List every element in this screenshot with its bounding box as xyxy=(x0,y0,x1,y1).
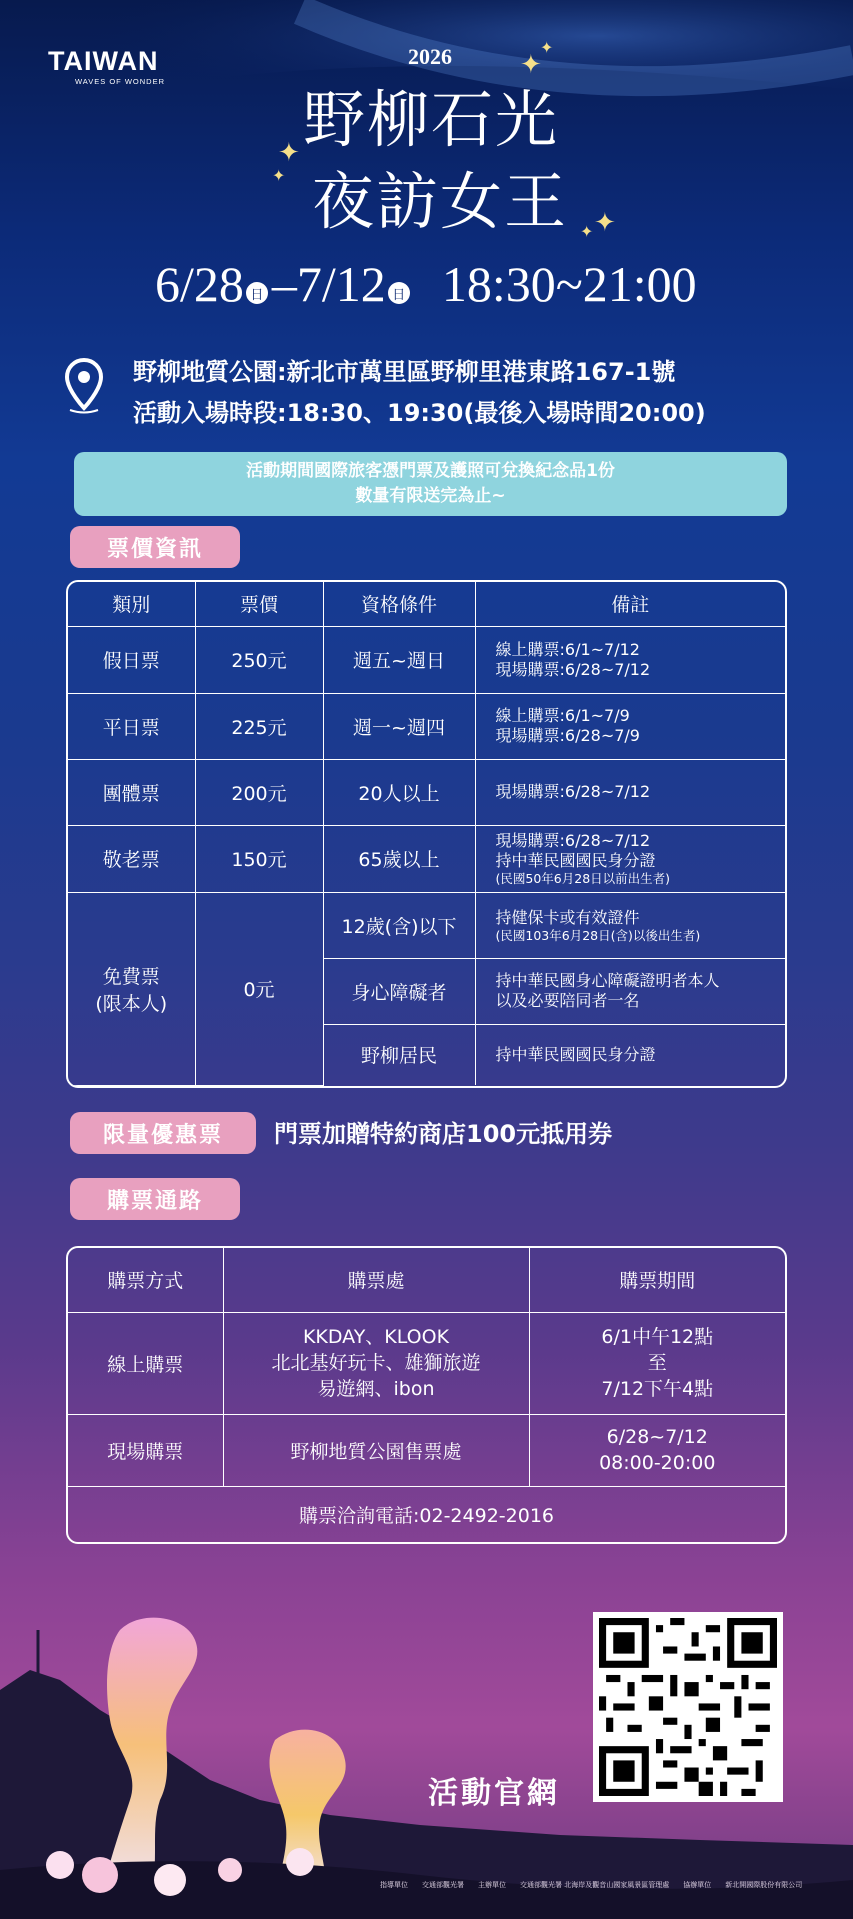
column-header: 備註 xyxy=(475,582,785,626)
ticket-note xyxy=(475,693,785,759)
location-pin-icon xyxy=(64,358,104,414)
host-label: 主辦單位 xyxy=(478,1881,506,1889)
column-header: 票價 xyxy=(195,582,323,626)
date-dash: – xyxy=(271,256,297,312)
purchase-place xyxy=(223,1312,529,1414)
table-row xyxy=(68,1312,785,1414)
event-title-line1: 野柳石光 xyxy=(303,83,560,156)
ticket-condition: 65歲以上 xyxy=(323,825,475,892)
column-header: 購票處 xyxy=(223,1248,529,1312)
ticket-note xyxy=(475,1024,785,1085)
ticket-price: 150元 xyxy=(195,825,323,892)
note-line: 持健保卡或有效證件 xyxy=(495,907,640,927)
guide-label: 指導單位 xyxy=(380,1881,408,1889)
table-row xyxy=(68,1414,785,1486)
ticket-type: 平日票 xyxy=(68,693,195,759)
ticket-info-heading: 票價資訊 xyxy=(70,526,240,568)
table-row xyxy=(68,626,785,693)
note-line: 持中華民國國民身分證 xyxy=(495,1044,656,1064)
purchase-method: 現場購票 xyxy=(68,1414,223,1486)
period-line: 6/28~7/12 xyxy=(606,1426,708,1448)
period-line: 08:00-20:00 xyxy=(599,1452,716,1474)
ticket-condition: 12歲(含)以下 xyxy=(323,892,475,958)
place-line: 北北基好玩卡、雄獅旅遊 xyxy=(271,1352,481,1374)
note-line: 持中華民國身心障礙證明者本人 xyxy=(495,971,720,990)
sparkle-icon: ✦ xyxy=(594,208,616,238)
co-org: 新北開國際股份有限公司 xyxy=(725,1881,803,1889)
qr-code-icon xyxy=(599,1618,777,1796)
table-row xyxy=(68,759,785,825)
purchase-channels-heading: 購票通路 xyxy=(70,1178,240,1220)
end-date: 7/12 xyxy=(296,256,386,312)
start-weekday-badge: 日 xyxy=(246,282,268,304)
host-org: 交通部觀光署 北海岸及觀音山國家風景區管理處 xyxy=(520,1881,670,1889)
ticket-type: 敬老票 xyxy=(68,825,195,892)
purchase-method: 線上購票 xyxy=(68,1312,223,1414)
place-line: 易遊網、ibon xyxy=(317,1378,435,1400)
brand-name: TAIWAN xyxy=(48,46,159,76)
column-header: 購票方式 xyxy=(68,1248,223,1312)
event-title-line2: 夜訪女王 xyxy=(312,165,569,238)
ticket-note xyxy=(475,759,785,825)
note-line: 現場購票:6/28~7/9 xyxy=(495,726,640,745)
ticket-price-table xyxy=(66,580,787,1088)
venue-address: 野柳地質公園:新北市萬里區野柳里港東路167-1號 xyxy=(133,358,676,386)
table-header-row xyxy=(68,1248,785,1312)
purchase-channels-table xyxy=(66,1246,787,1544)
ticket-note xyxy=(475,958,785,1024)
event-year: 2026 xyxy=(408,44,452,69)
notice-line1: 活動期間國際旅客憑門票及護照可兌換紀念品1份 xyxy=(246,461,615,481)
sparkle-icon: ✦ xyxy=(520,50,542,80)
guide-org: 交通部觀光署 xyxy=(422,1881,464,1889)
table-header-row xyxy=(68,582,785,626)
notice-line2: 數量有限送完為止~ xyxy=(355,486,506,506)
note-line: 現場購票:6/28~7/12 xyxy=(495,659,651,679)
ticket-condition: 身心障礙者 xyxy=(323,958,475,1024)
purchase-period xyxy=(529,1414,785,1486)
ticket-note xyxy=(475,825,785,892)
event-dates xyxy=(155,254,697,314)
free-type-line2: (限本人) xyxy=(95,992,168,1015)
place-line: KKDAY、KLOOK xyxy=(302,1326,450,1348)
purchase-period xyxy=(529,1312,785,1414)
ticket-condition: 週一~週四 xyxy=(323,693,475,759)
ticket-type xyxy=(68,892,195,1085)
taiwan-logo xyxy=(48,46,165,86)
table-row xyxy=(68,1486,785,1542)
note-line: 現場購票:6/28~7/12 xyxy=(495,831,651,850)
table-row xyxy=(68,892,785,958)
period-line: 6/1中午12點 xyxy=(601,1326,714,1348)
note-small: (民國103年6月28日(含)以後出生者) xyxy=(495,927,701,943)
sparkle-icon: ✦ xyxy=(272,166,286,185)
entry-times: 活動入場時段:18:30、19:30(最後入場時間20:00) xyxy=(133,399,706,427)
sponsors-bar xyxy=(380,1880,802,1890)
start-date: 6/28 xyxy=(155,256,244,312)
ticket-price: 200元 xyxy=(195,759,323,825)
sparkle-icon: ✦ xyxy=(540,38,554,57)
table-row xyxy=(68,693,785,759)
co-label: 協辦單位 xyxy=(683,1881,712,1889)
ticket-type: 假日票 xyxy=(68,626,195,693)
international-visitor-notice xyxy=(74,452,787,516)
ticket-note xyxy=(475,626,785,693)
event-time: 18:30~21:00 xyxy=(441,256,697,312)
purchase-place: 野柳地質公園售票處 xyxy=(223,1414,529,1486)
note-line: 線上購票:6/1~7/9 xyxy=(495,706,630,725)
ticket-note xyxy=(475,892,785,958)
ticket-price: 225元 xyxy=(195,693,323,759)
ticket-condition: 20人以上 xyxy=(323,759,475,825)
note-line: 持中華民國國民身分證 xyxy=(495,851,656,870)
sparkle-icon: ✦ xyxy=(580,222,594,241)
sparkle-icon: ✦ xyxy=(278,138,300,168)
ticket-price: 0元 xyxy=(195,892,323,1085)
note-line: 以及必要陪同者一名 xyxy=(495,991,640,1010)
limited-offer-badge: 限量優惠票 xyxy=(70,1112,256,1154)
ticket-condition: 週五~週日 xyxy=(323,626,475,693)
note-line: 線上購票:6/1~7/12 xyxy=(495,639,640,659)
note-line: 現場購票:6/28~7/12 xyxy=(495,782,651,801)
note-small: (民國50年6月28日以前出生者) xyxy=(495,871,671,886)
brand-tagline: WAVES OF WONDER xyxy=(75,77,165,86)
ticket-condition: 野柳居民 xyxy=(323,1024,475,1085)
official-website-label: 活動官網 xyxy=(428,1776,560,1811)
table-row xyxy=(68,825,785,892)
period-line: 至 xyxy=(647,1352,667,1374)
limited-offer-text: 門票加贈特約商店100元抵用券 xyxy=(274,1120,613,1148)
period-line: 7/12下午4點 xyxy=(601,1378,714,1400)
free-type-line1: 免費票 xyxy=(102,965,160,988)
column-header: 類別 xyxy=(68,582,195,626)
column-header: 購票期間 xyxy=(529,1248,785,1312)
ticket-type: 團體票 xyxy=(68,759,195,825)
ticket-price: 250元 xyxy=(195,626,323,693)
column-header: 資格條件 xyxy=(323,582,475,626)
ticket-hotline: 購票洽詢電話:02-2492-2016 xyxy=(68,1486,785,1542)
official-website-qr-code[interactable] xyxy=(593,1612,783,1802)
end-weekday-badge: 日 xyxy=(388,282,410,304)
